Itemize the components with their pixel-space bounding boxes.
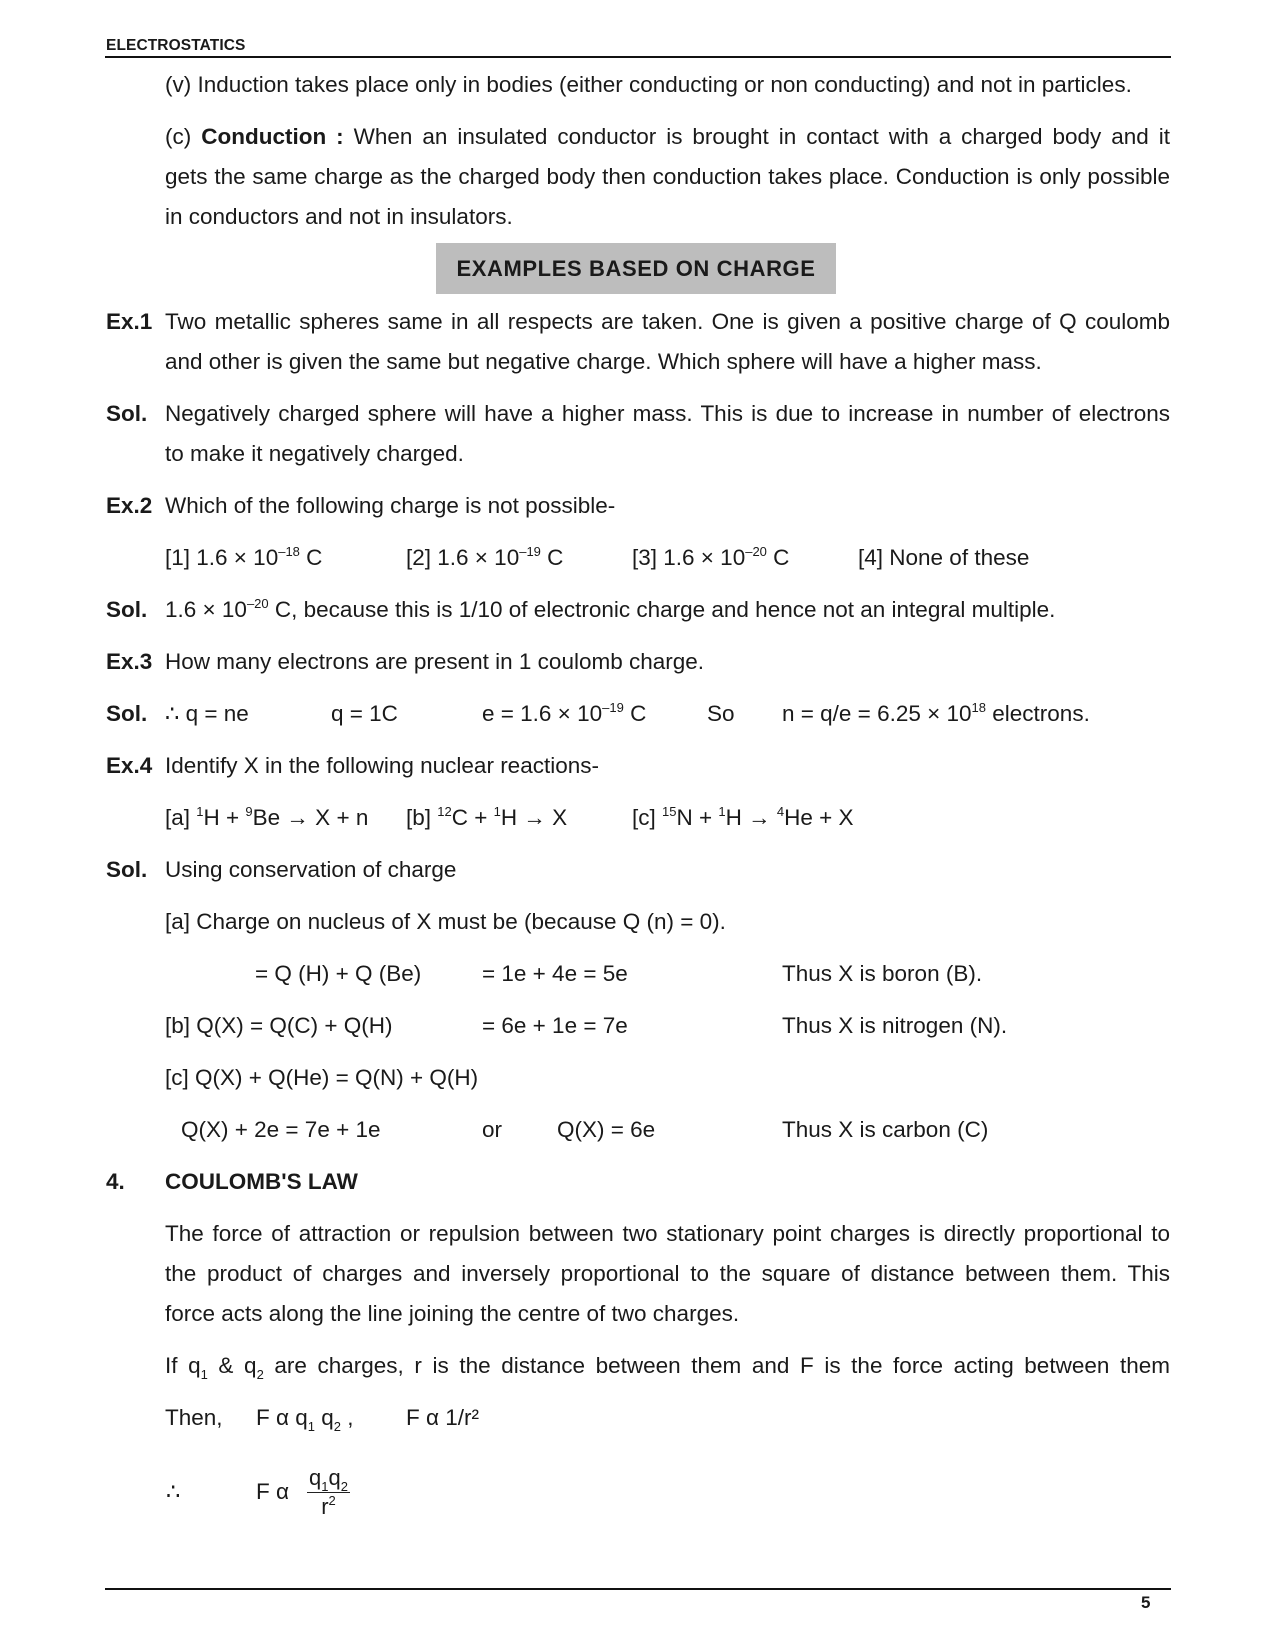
conduction-line-3: in conductors and not in insulators. [165, 204, 513, 229]
if-text: are charges, r is the distance between them and F is the force acting between them [263, 1353, 1170, 1378]
reaction-text: H → X [500, 805, 568, 830]
ex3-part-a: ∴ q = ne [165, 701, 249, 726]
ex4-step-b-result: Thus X is nitrogen (N). [782, 1013, 1008, 1038]
conduction-line-2: gets the same charge as the charged body then conduction takes place. Conduction is only possible [165, 164, 1170, 189]
ex4-step-c-or: or [482, 1117, 503, 1142]
ex4-step-c-line: [c] Q(X) + Q(He) = Q(N) + Q(H) [165, 1065, 479, 1090]
option-exponent: –20 [745, 544, 767, 559]
if-text: & q [207, 1353, 257, 1378]
conduction-term: Conduction : [201, 124, 344, 149]
reaction-text: H + [203, 805, 246, 830]
option-unit: C [540, 545, 564, 570]
section-title: COULOMB'S LAW [165, 1169, 358, 1194]
coulomb-fraction [307, 1465, 350, 1521]
subscript: 1 [307, 1419, 316, 1434]
option-unit: C [766, 545, 790, 570]
ex1-question-line-2: and other is given the same but negative charge. Which sphere will have a higher mass. [165, 349, 1042, 374]
running-header: ELECTROSTATICS [106, 37, 246, 54]
ex2-option-4 [858, 544, 1029, 572]
reaction-tag: [a] [165, 805, 197, 830]
option-unit: C [299, 545, 323, 570]
ex4-step-a-eq2: = 1e + 4e = 5e [482, 961, 628, 986]
solution-text: C, because this is 1/10 of electronic charge and hence not an integral multiple. [268, 597, 1056, 622]
reaction-text: Be → X + n [252, 805, 369, 830]
reaction-text: H → [725, 805, 777, 830]
page-number: 5 [1141, 1593, 1151, 1612]
ex4-reaction-c [632, 804, 854, 832]
footer-rule [105, 1588, 1171, 1590]
ex1-sol-label: Sol. [106, 401, 148, 426]
ex4-step-a-result: Thus X is boron (B). [782, 961, 983, 986]
fraction-denominator [321, 1493, 336, 1521]
ex4-reaction-a [165, 804, 368, 832]
numerator-q2: q [328, 1465, 341, 1490]
ex2-option-3 [632, 544, 789, 572]
ex4-step-a-eq1: = Q (H) + Q (Be) [255, 961, 422, 986]
induction-point-v: (v) Induction takes place only in bodies (either conducting or non conducting) and not in particles. [165, 72, 1132, 97]
ex4-question: Identify X in the following nuclear reactions- [165, 753, 599, 778]
reaction-tag: [c] [632, 805, 663, 830]
banner-label: EXAMPLES BASED ON CHARGE [456, 255, 816, 281]
subscript: 1 [200, 1367, 208, 1382]
ex4-step-c-result: Thus X is carbon (C) [782, 1117, 989, 1142]
coulomb-paragraph-line-1: The force of attraction or repulsion between two stationary point charges is directly proportional to [165, 1221, 1170, 1246]
denominator-r: r [321, 1494, 329, 1519]
ex3-sol-label: Sol. [106, 701, 148, 726]
ex2-option-2 [406, 544, 563, 572]
ex3-label: Ex.3 [106, 649, 153, 674]
ex2-question: Which of the following charge is not possible- [165, 493, 616, 518]
ex4-step-c-eq2: Q(X) = 6e [557, 1117, 656, 1142]
ex4-step-b-eq1: [b] Q(X) = Q(C) + Q(H) [165, 1013, 393, 1038]
reaction-tag: [b] [406, 805, 438, 830]
ex1-label: Ex.1 [106, 309, 153, 334]
subscript: 2 [340, 1479, 348, 1494]
coulomb-paragraph-line-3: force acts along the line joining the centre of two charges. [165, 1301, 740, 1326]
ex4-reaction-b [406, 804, 567, 832]
part-exponent: 18 [971, 700, 987, 715]
solution-exponent: –20 [246, 596, 269, 611]
option-exponent: –18 [278, 544, 300, 559]
ex2-label: Ex.2 [106, 493, 153, 518]
header-rule [105, 56, 1171, 58]
ex2-sol-label: Sol. [106, 597, 148, 622]
mass-number: 9 [245, 804, 253, 819]
numerator-q1: q [309, 1465, 322, 1490]
formula-text: q [315, 1405, 334, 1430]
solution-text: 1.6 × 10 [165, 597, 247, 622]
reaction-text: N + [676, 805, 719, 830]
ex1-question-line-1: Two metallic spheres same in all respects are taken. One is given a positive charge of Q coulomb [165, 309, 1170, 334]
ex1-solution-line-1: Negatively charged sphere will have a higher mass. This is due to increase in number of electrons [165, 401, 1170, 426]
mass-number: 15 [662, 804, 677, 819]
if-text: If q [165, 1353, 201, 1378]
option-text: [3] 1.6 × 10 [632, 545, 746, 570]
formula-text: F α q [256, 1405, 308, 1430]
ex4-solution-intro: Using conservation of charge [165, 857, 457, 882]
part-text: C [623, 701, 647, 726]
then-proportion-1 [256, 1404, 354, 1432]
mass-number: 1 [493, 804, 501, 819]
formula-text: , [341, 1405, 354, 1430]
part-text: e = 1.6 × 10 [482, 701, 603, 726]
section-number: 4. [106, 1169, 125, 1194]
option-text: [2] 1.6 × 10 [406, 545, 520, 570]
ex3-part-c [482, 700, 646, 728]
ex1-solution-line-2: to make it negatively charged. [165, 441, 464, 466]
part-exponent: –19 [602, 700, 624, 715]
reaction-text: C + [451, 805, 494, 830]
ex4-step-b-eq2: = 6e + 1e = 7e [482, 1013, 628, 1038]
ex3-part-d: So [707, 701, 735, 726]
ex3-part-e [782, 700, 1090, 728]
subscript: 2 [333, 1419, 342, 1434]
option-text: [1] 1.6 × 10 [165, 545, 279, 570]
ex4-label: Ex.4 [106, 753, 153, 778]
mass-number: 1 [718, 804, 726, 819]
therefore-lhs: F α [256, 1479, 290, 1504]
subscript: 2 [256, 1367, 264, 1382]
option-text: [4] None of these [858, 545, 1030, 570]
part-text: n = q/e = 6.25 × 10 [782, 701, 972, 726]
ex4-step-a-line: [a] Charge on nucleus of X must be (because Q (n) = 0). [165, 909, 726, 934]
therefore-symbol: ∴ [166, 1479, 181, 1504]
ex3-question: How many electrons are present in 1 coulomb charge. [165, 649, 705, 674]
ex2-option-1 [165, 544, 322, 572]
ex4-sol-label: Sol. [106, 857, 148, 882]
conduction-text: When an insulated conductor is brought in contact with a charged body and it [343, 124, 1170, 149]
denominator-exponent: 2 [328, 1493, 336, 1508]
mass-number: 1 [196, 804, 204, 819]
conduction-line-1 [165, 123, 1170, 151]
mass-number: 4 [776, 804, 785, 819]
coulomb-paragraph-line-2: the product of charges and inversely proportional to the square of distance between them. This [165, 1261, 1170, 1286]
ex3-part-b: q = 1C [331, 701, 398, 726]
then-label: Then, [165, 1405, 223, 1430]
fraction-numerator [307, 1465, 350, 1493]
subscript: 1 [321, 1479, 329, 1494]
reaction-text: He + X [784, 805, 854, 830]
conduction-prefix: (c) [165, 124, 202, 149]
ex2-solution [165, 596, 1055, 624]
mass-number: 12 [437, 804, 452, 819]
section-banner [436, 243, 836, 294]
ex4-step-c-eq1: Q(X) + 2e = 7e + 1e [181, 1117, 381, 1142]
then-proportion-2: F α 1/r² [406, 1405, 480, 1430]
if-line [165, 1352, 1170, 1380]
part-text: electrons. [986, 701, 1090, 726]
option-exponent: –19 [519, 544, 541, 559]
